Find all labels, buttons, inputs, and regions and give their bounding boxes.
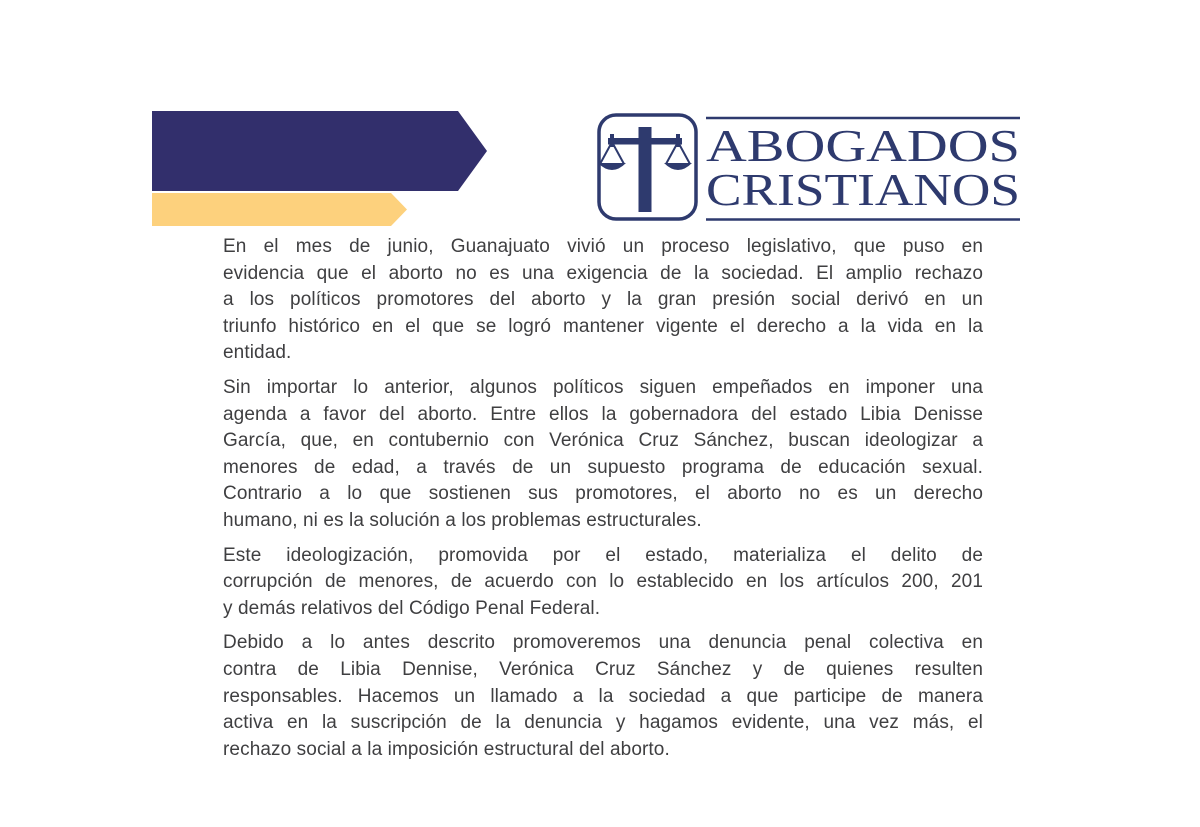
paragraph [223,630,983,763]
scales-beam [608,138,682,145]
text-line: Contrario a lo que sostienen sus promotores, el aborto no es un derecho [223,483,983,505]
paragraph [223,375,983,535]
text-line: contra de Libia Dennise, Verónica Cruz Sánchez y de quienes resulten [223,658,983,680]
logo-name-line2: CRISTIANOS [706,164,1020,215]
text-line: activa en la suscripción de la denuncia y hagamos evidente, una vez más, el [223,712,983,734]
left-scale-pan [598,163,626,170]
text-line: menores de edad, a través de un supuesto programa de educación sexual. [223,456,983,478]
text-line: Debido a lo antes descrito promoveremos una denuncia penal colectiva en [223,632,983,654]
text-line: y demás relativos del Código Penal Federal. [223,597,601,619]
text-line: humano, ni es la solución a los problemas estructurales. [223,509,702,531]
text-line: entidad. [223,342,292,364]
right-scale-pan [664,163,692,170]
text-line: rechazo social a la imposición estructural del aborto. [223,738,670,760]
text-line: agenda a favor del aborto. Entre ellos la gobernadora del estado Libia Denisse [223,403,983,425]
text-line: triunfo histórico en el que se logró mantener vigente el derecho a la vida en la [223,315,983,337]
paragraph [223,543,983,623]
logo-wordmark [704,116,1022,222]
text-line: En el mes de junio, Guanajuato vivió un proceso legislativo, que puso en [223,236,983,257]
logo-name-line1: ABOGADOS [706,120,1020,171]
scales-of-justice-cross-icon [597,113,698,221]
text-line: a los políticos promotores del aborto y la gran presión social derivó en un [223,289,983,311]
paragraph [223,234,983,367]
body-paragraphs [223,234,983,771]
blue-arrow-banner [152,111,487,191]
text-line: responsables. Hacemos un llamado a la sociedad a que participe de manera [223,685,983,707]
text-line: Este ideologización, promovida por el estado, materializa el delito de [223,544,983,566]
text-line: García, que, en contubernio con Verónica Cruz Sánchez, buscan ideologizar a [223,430,983,452]
yellow-arrow-banner [152,193,407,226]
text-line: corrupción de menores, de acuerdo con lo establecido en los artículos 200, 201 [223,571,983,593]
text-line: evidencia que el aborto no es una exigencia de la sociedad. El amplio rechazo [223,262,983,284]
text-line: Sin importar lo anterior, algunos políticos siguen empeñados en imponer una [223,376,983,398]
